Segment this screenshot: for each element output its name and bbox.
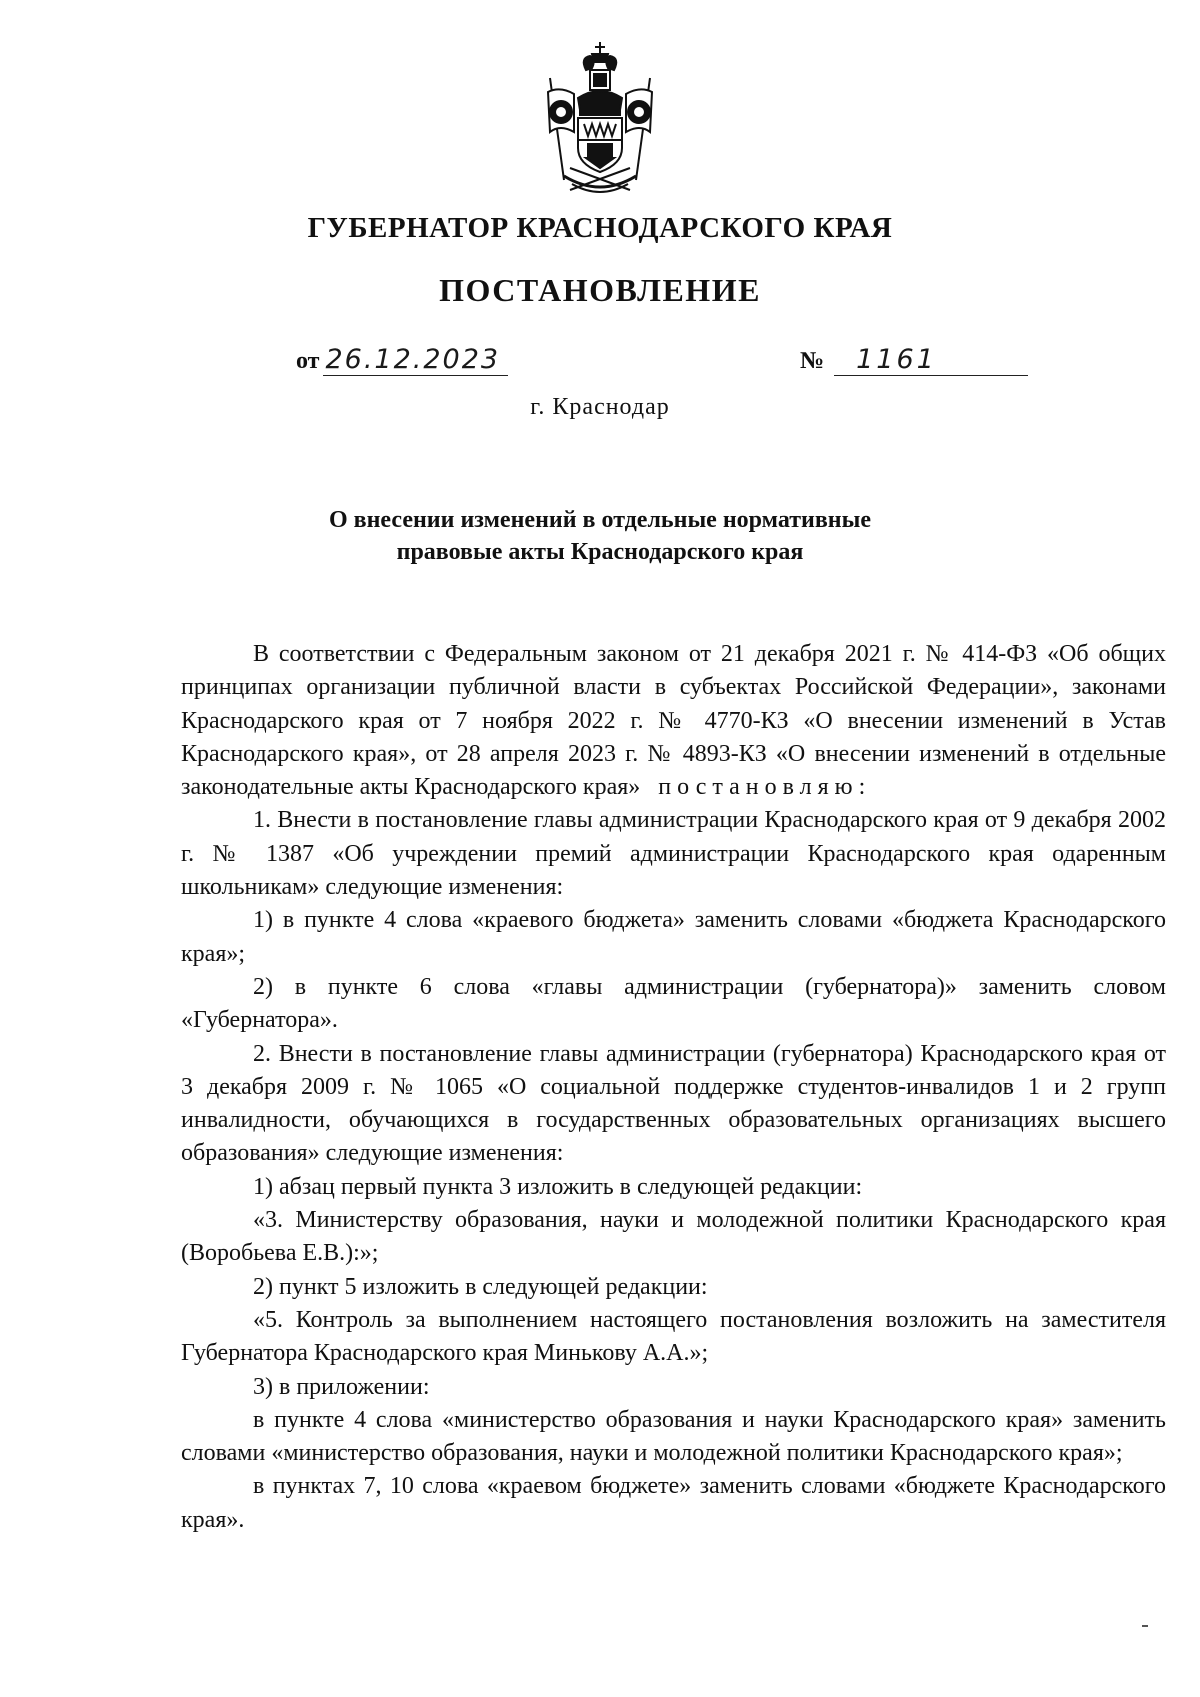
handwritten-date: 26.12.2023 xyxy=(323,344,508,376)
document-subject xyxy=(0,504,1200,568)
scan-speck xyxy=(1142,1625,1148,1627)
resolution-word: постановляю: xyxy=(658,774,872,801)
issuing-authority-heading: ГУБЕРНАТОР КРАСНОДАРСКОГО КРАЯ xyxy=(307,212,893,244)
body-paragraph: в пунктах 7, 10 слова «краевом бюджете» заменить словами «бюджете Краснодарского края». xyxy=(181,1473,1166,1533)
body-paragraph: в пункте 4 слова «министерство образования и науки Краснодарского края» заменить словами «министерство образования, науки и молодежной политики Краснодарского края»; xyxy=(181,1406,1166,1467)
subject-line: О внесении изменений в отдельные нормативные xyxy=(328,507,872,533)
body-paragraph: 3) в приложении: xyxy=(253,1373,430,1400)
document-type-heading: ПОСТАНОВЛЕНИЕ xyxy=(439,272,761,308)
document-number xyxy=(800,344,1028,376)
number-prefix: № xyxy=(800,348,825,374)
body-paragraph: «3. Министерству образования, науки и молодежной политики Краснодарского края (Воробьева Е.В.):»; xyxy=(181,1207,1166,1267)
preamble-paragraph xyxy=(181,638,1166,804)
date-prefix: от xyxy=(296,348,320,374)
body-paragraph: 1. Внести в постановление главы администрации Краснодарского края от 9 декабря 2002 г. № 1387 «Об учреждении премий администрации Краснодарского края одаренным школьникам» следующие изменения: xyxy=(181,807,1166,901)
preamble-text: В соответствии с Федеральным законом от 21 декабря 2021 г. № 414-ФЗ «Об общих принципах организации публичной власти в субъектах Российской Федерации», законами Краснодарского края от 7 ноября 2022 г. № 4770-КЗ «О внесении изменений в Устав Краснодарского края», от 28 апреля 2023 г. № 4893-КЗ «О внесении изменений в отдельные законодательные акты Краснодарского края» xyxy=(181,641,1166,801)
subject-line: правовые акты Краснодарского края xyxy=(396,539,804,565)
body-paragraph: 1) абзац первый пункта 3 изложить в следующей редакции: xyxy=(253,1173,863,1200)
document-date xyxy=(296,344,508,376)
document-body xyxy=(181,638,1166,1537)
body-paragraph: «5. Контроль за выполнением настоящего постановления возложить на заместителя Губернатора Краснодарского края Минькову А.А.»; xyxy=(181,1306,1166,1367)
coat-of-arms-icon xyxy=(530,40,670,198)
body-paragraph: 2) пункт 5 изложить в следующей редакции: xyxy=(253,1273,708,1300)
body-paragraph: 2. Внести в постановление главы администрации (губернатора) Краснодарского края от 3 декабря 2009 г. № 1065 «О социальной поддержке студентов-инвалидов 1 и 2 групп инвалидности, обучающихся в государственных образовательных организациях высшего образования» следующие изменения: xyxy=(181,1040,1166,1167)
body-paragraph: 2) в пункте 6 слова «главы администрации (губернатора)» заменить словом «Губернатора». xyxy=(181,973,1166,1034)
document-city: г. Краснодар xyxy=(530,394,670,420)
handwritten-number: 1161 xyxy=(834,344,1028,376)
body-paragraph: 1) в пункте 4 слова «краевого бюджета» заменить словами «бюджета Краснодарского края»; xyxy=(181,907,1166,967)
